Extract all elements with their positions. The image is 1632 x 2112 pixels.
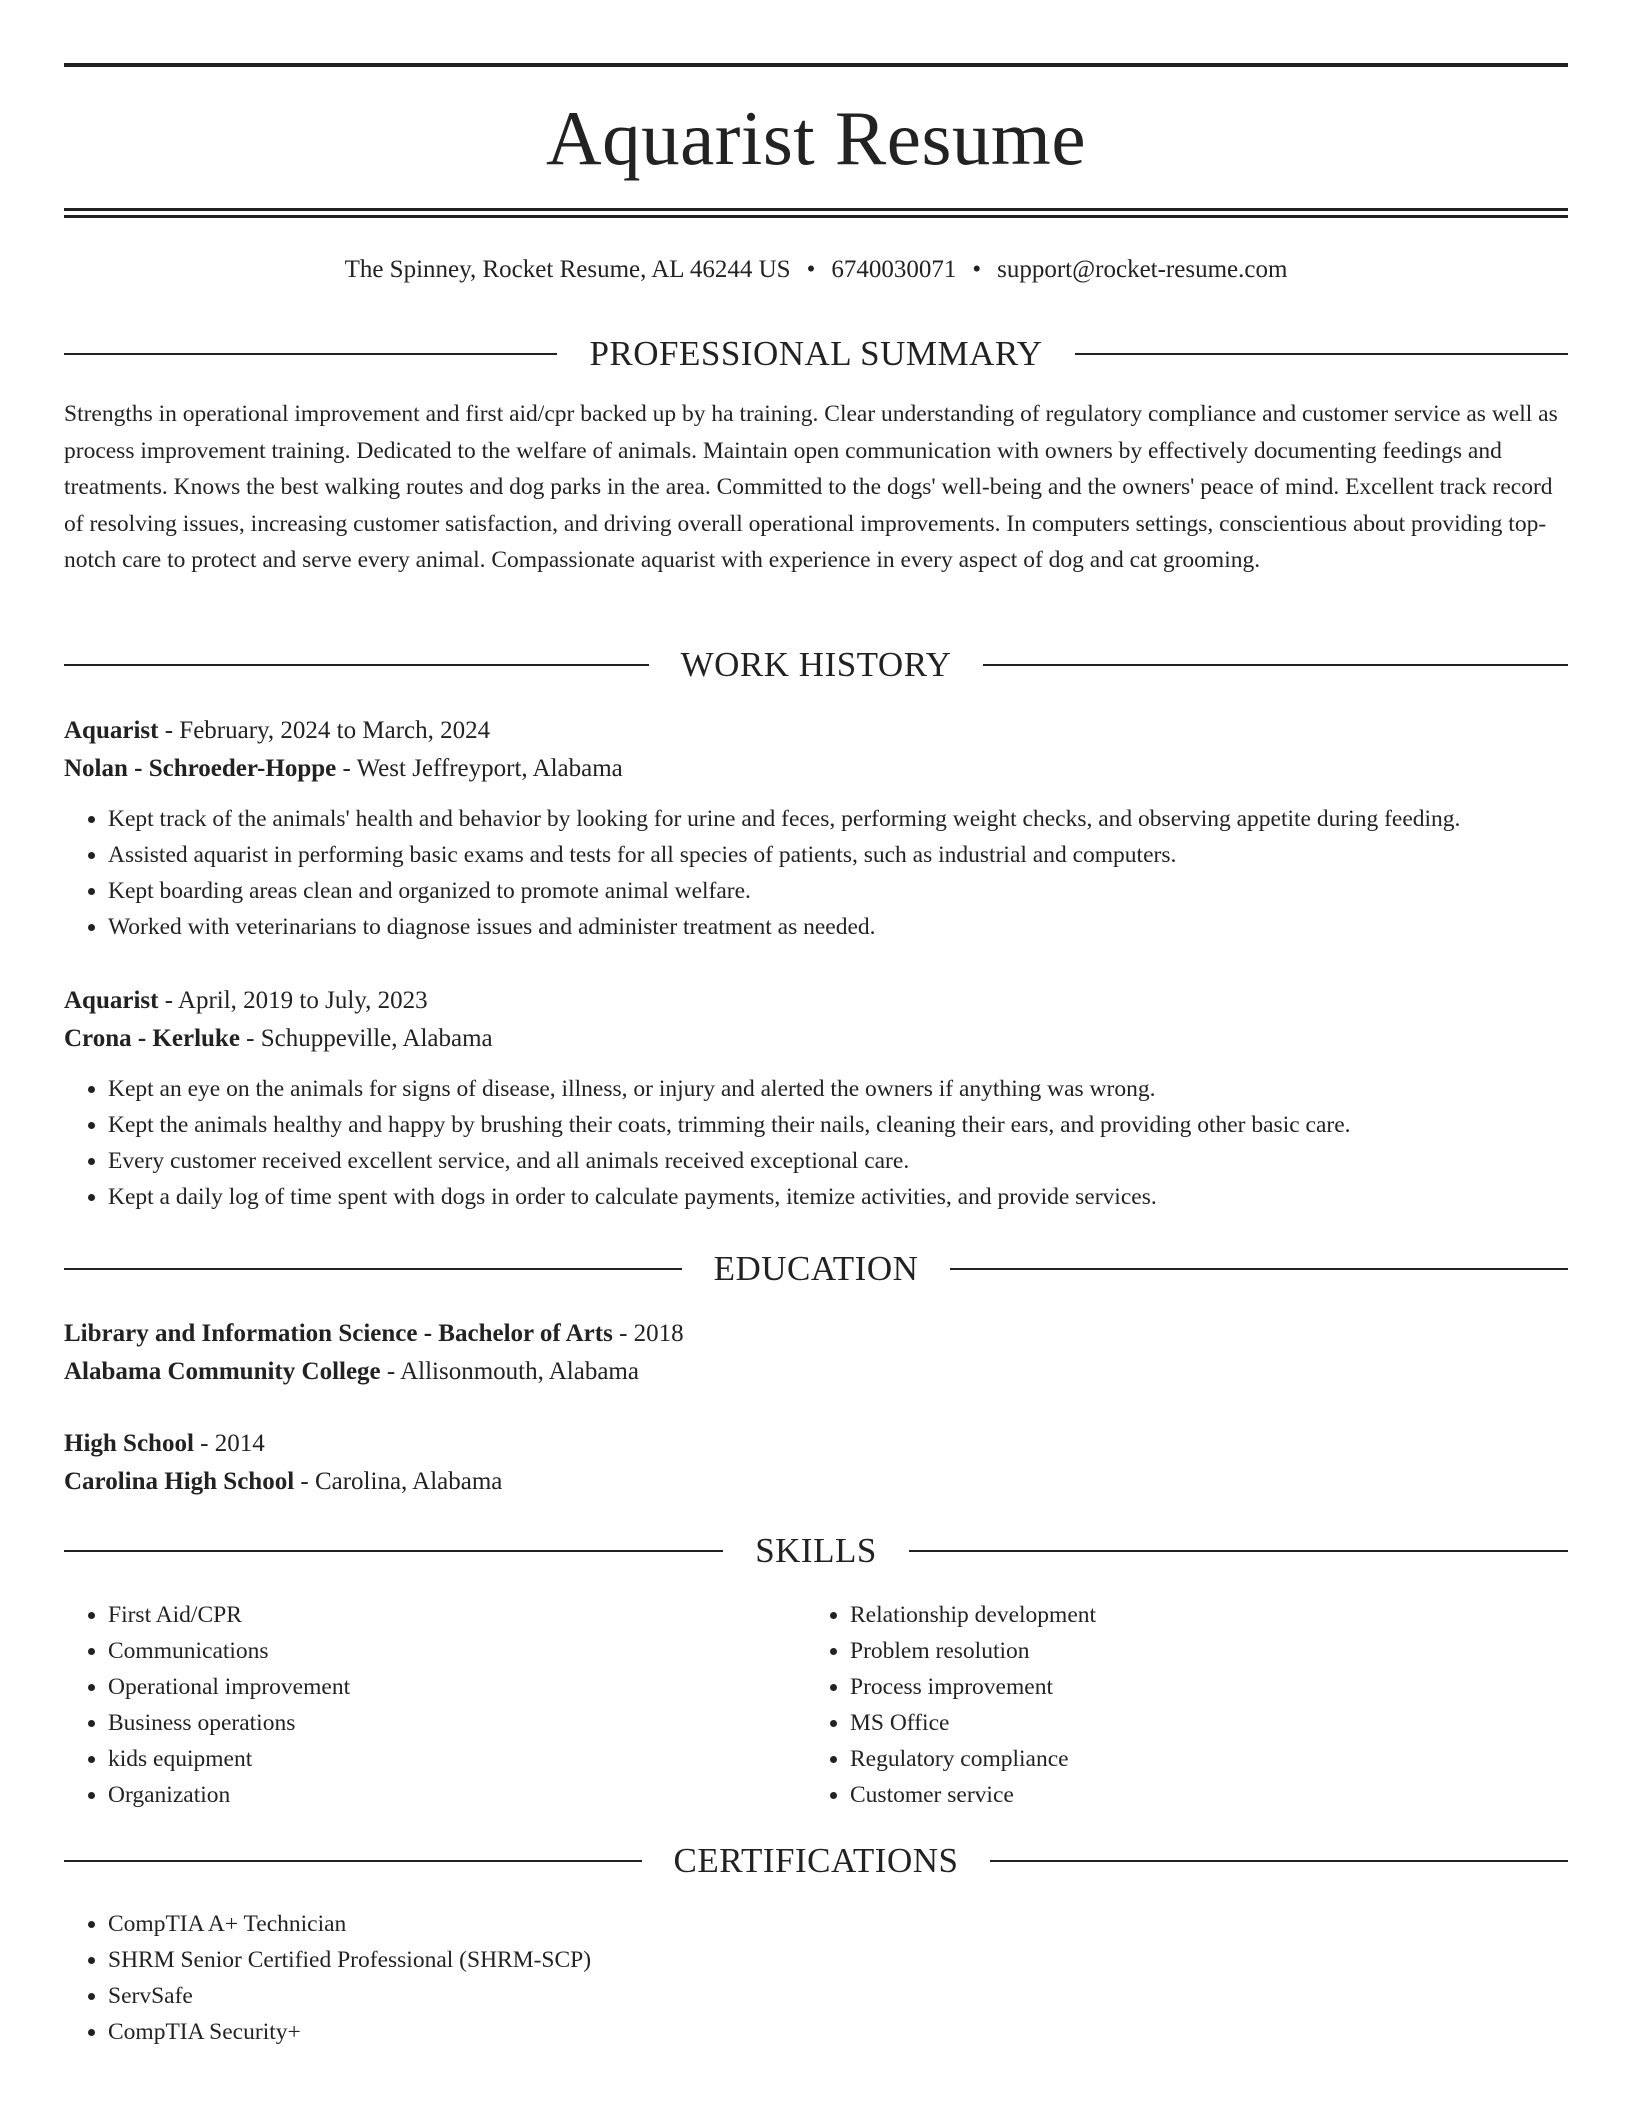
section-title: EDUCATION [713, 1249, 919, 1288]
skill-item: • Problem resolution [850, 1633, 1506, 1669]
certification-item: • SHRM Senior Certified Professional (SHRM-SCP) [108, 1942, 1568, 1978]
job-bullet: • Kept track of the animals' health and behavior by looking for urine and feces, performing weight checks, and observing appetite during feeding. [108, 801, 1568, 837]
degree: Library and Information Science - Bachelor of Arts [64, 1320, 613, 1347]
certifications-block [64, 1906, 1568, 2050]
skill-item: • Communications [108, 1633, 764, 1669]
certifications-list [64, 1906, 1568, 2050]
section-title: PROFESSIONAL SUMMARY [589, 334, 1043, 373]
skills-list [806, 1597, 1506, 1813]
school-line [64, 1463, 1568, 1501]
education-entry [64, 1425, 1568, 1501]
job-company-line [64, 1020, 1568, 1058]
degree-year: - 2018 [612, 1320, 684, 1347]
skill-item: • Regulatory compliance [850, 1741, 1506, 1777]
heading-rule [64, 1550, 723, 1552]
skills-list [64, 1597, 764, 1813]
section-heading-skills [64, 1529, 1568, 1573]
section-title: WORK HISTORY [680, 645, 952, 684]
skill-item: • Process improvement [850, 1669, 1506, 1705]
job-entry [64, 712, 1568, 945]
skills-column-left [64, 1597, 764, 1813]
skill-item: • MS Office [850, 1705, 1506, 1741]
heading-rule [64, 1860, 642, 1862]
job-bullet: • Assisted aquarist in performing basic exams and tests for all species of patients, such as industrial and computers. [108, 837, 1568, 873]
school-line [64, 1353, 1568, 1391]
job-bullet: • Every customer received excellent service, and all animals received exceptional care. [108, 1143, 1568, 1179]
heading-rule [950, 1268, 1568, 1270]
school-location: - Carolina, Alabama [294, 1468, 503, 1495]
section-heading-certifications [64, 1839, 1568, 1883]
contact-separator: • [806, 256, 816, 283]
school-location: - Allisonmouth, Alabama [380, 1358, 639, 1385]
job-dates: - February, 2024 to March, 2024 [158, 717, 491, 744]
contact-line [64, 252, 1568, 288]
job-bullet: • Kept the animals healthy and happy by brushing their coats, trimming their nails, cleaning their ears, and providing other basic care. [108, 1107, 1568, 1143]
heading-rule [909, 1550, 1568, 1552]
school: Carolina High School [64, 1468, 295, 1495]
section-title: CERTIFICATIONS [673, 1841, 959, 1880]
contact-address: The Spinney, Rocket Resume, AL 46244 US [344, 256, 791, 283]
school: Alabama Community College [64, 1358, 381, 1385]
top-rule [64, 63, 1568, 67]
job-bullet: • Kept a daily log of time spent with dogs in order to calculate payments, itemize activities, and provide services. [108, 1179, 1568, 1215]
certification-item: • CompTIA Security+ [108, 2014, 1568, 2050]
degree: High School [64, 1430, 194, 1457]
job-title: Aquarist [64, 987, 159, 1014]
education-entry [64, 1315, 1568, 1391]
heading-rule [990, 1860, 1568, 1862]
heading-rule [64, 353, 557, 355]
job-bullet: • Kept boarding areas clean and organized to promote animal welfare. [108, 873, 1568, 909]
skill-item: • Relationship development [850, 1597, 1506, 1633]
section-heading-summary [64, 332, 1568, 376]
contact-email: support@rocket-resume.com [997, 256, 1288, 283]
job-location: - Schuppeville, Alabama [239, 1025, 493, 1052]
job-entry [64, 982, 1568, 1215]
skill-item: • kids equipment [108, 1741, 764, 1777]
certification-item: • CompTIA A+ Technician [108, 1906, 1568, 1942]
degree-line [64, 1425, 1568, 1463]
job-bullets [64, 801, 1568, 945]
title-rule-lower [64, 215, 1568, 218]
job-company-line [64, 750, 1568, 788]
job-title-line [64, 712, 1568, 750]
job-location: - West Jeffreyport, Alabama [336, 755, 623, 782]
contact-phone: 6740030071 [831, 256, 957, 283]
skill-item: • Customer service [850, 1777, 1506, 1813]
certification-item: • ServSafe [108, 1978, 1568, 2014]
heading-rule [64, 1268, 682, 1270]
skill-item: • Organization [108, 1777, 764, 1813]
job-bullets [64, 1071, 1568, 1215]
job-dates: - April, 2019 to July, 2023 [158, 987, 428, 1014]
job-company: Nolan - Schroeder-Hoppe [64, 755, 337, 782]
job-title: Aquarist [64, 717, 159, 744]
resume-title: Aquarist Resume [546, 95, 1086, 181]
job-bullet: • Worked with veterinarians to diagnose issues and administer treatment as needed. [108, 909, 1568, 945]
job-company: Crona - Kerluke [64, 1025, 240, 1052]
job-title-line [64, 982, 1568, 1020]
heading-rule [983, 664, 1568, 666]
section-title: SKILLS [755, 1531, 877, 1570]
contact-separator: • [972, 256, 982, 283]
skill-item: • Operational improvement [108, 1669, 764, 1705]
title-rule-upper [64, 208, 1568, 211]
skill-item: • First Aid/CPR [108, 1597, 764, 1633]
degree-line [64, 1315, 1568, 1353]
section-heading-work [64, 643, 1568, 687]
heading-rule [64, 664, 649, 666]
job-bullet: • Kept an eye on the animals for signs of disease, illness, or injury and alerted the owners if anything was wrong. [108, 1071, 1568, 1107]
heading-rule [1075, 353, 1568, 355]
skills-column-right [806, 1597, 1506, 1813]
skill-item: • Business operations [108, 1705, 764, 1741]
summary-text: Strengths in operational improvement and first aid/cpr backed up by ha training. Clear understanding of regulatory compliance and customer service as well as process improvement training. Dedicated to the welfare of animals. Maintain open communication with owners by effectively documenting feedings and treatments. Knows the best walking routes and dog parks in the area. Committed to the dogs' well-being and the owners' peace of mind. Excellent track record of resolving issues, increasing customer satisfaction, and driving overall operational improvements. In computers settings, conscientious about providing top-notch care to protect and serve every animal. Compassionate aquarist with experience in every aspect of dog and cat grooming. [64, 401, 1558, 573]
degree-year: - 2014 [193, 1430, 265, 1457]
section-heading-education [64, 1247, 1568, 1291]
